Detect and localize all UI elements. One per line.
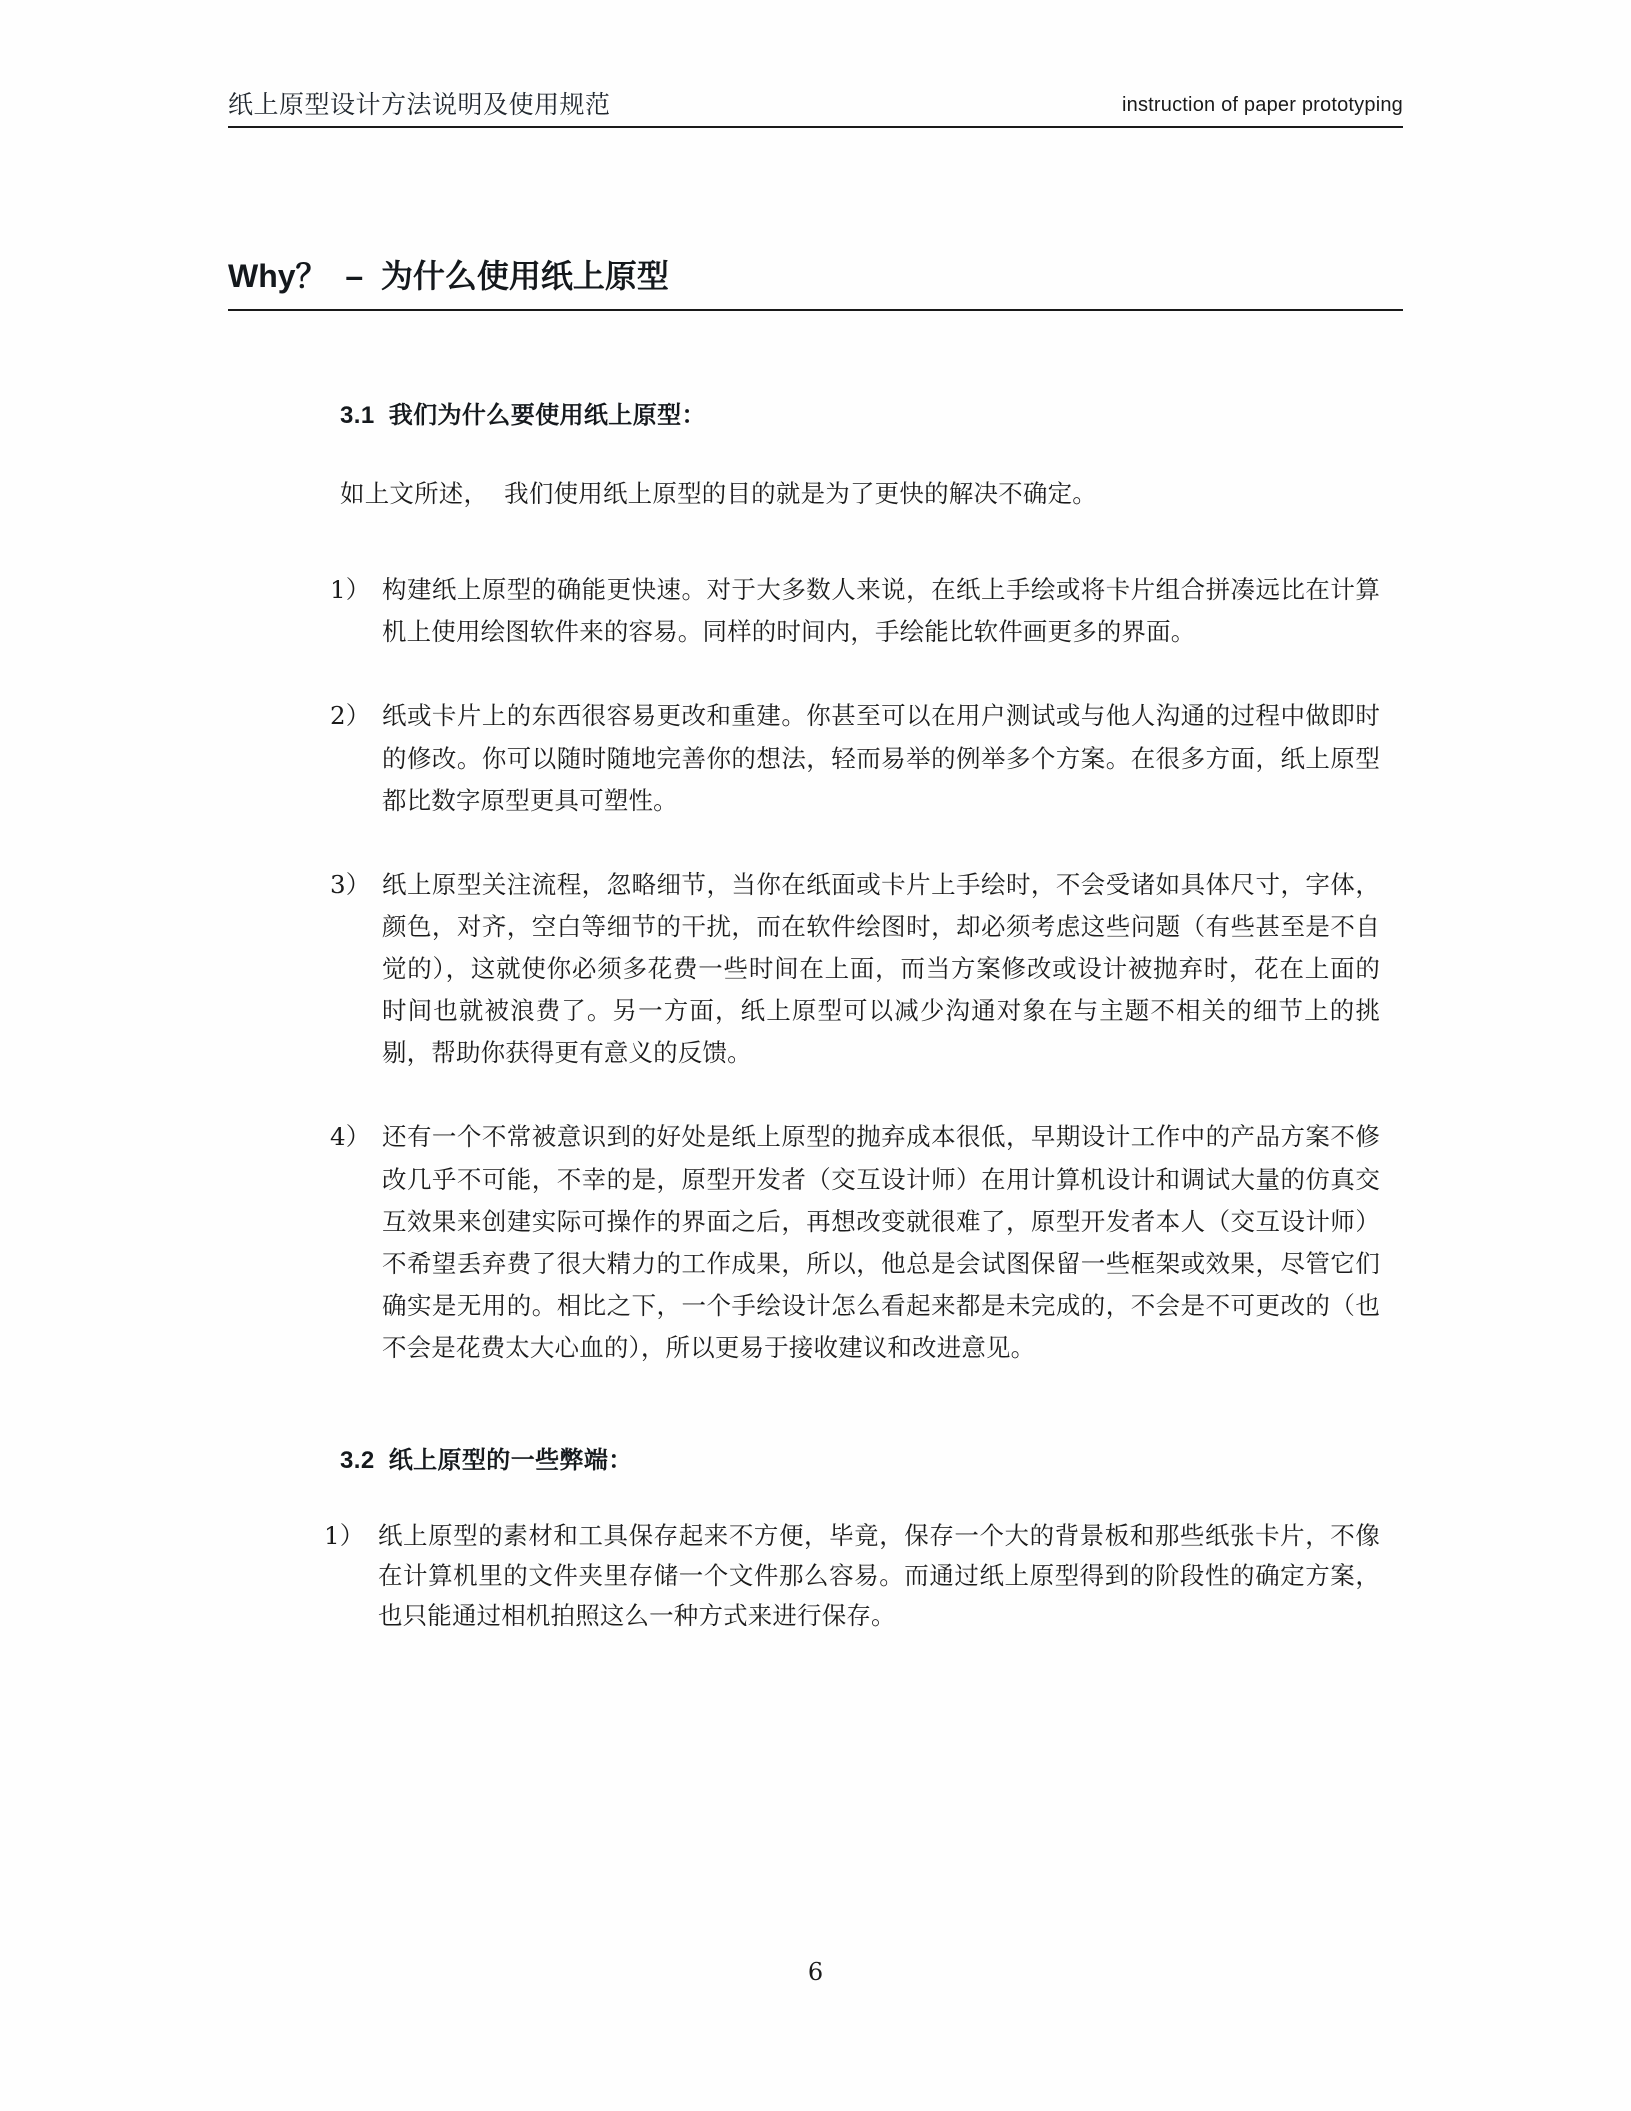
- list-item-text: 还有一个不常被意识到的好处是纸上原型的抛弃成本很低，早期设计工作中的产品方案不修改几乎不可能，不幸的是，原型开发者（交互设计师）在用计算机设计和调试大量的仿真交互效果来创建实际可操作的界面之后，再想改变就很难了，原型开发者本人（交互设计师）不希望丢弃费了很大精力的工作成果，所以，他总是会试图保留一些框架或效果，尽管它们确实是无用的。相比之下，一个手绘设计怎么看起来都是未完成的，不会是不可更改的（也不会是花费太大心血的），所以更易于接收建议和改进意见。: [382, 1122, 1380, 1363]
- header-title-chinese: 纸上原型设计方法说明及使用规范: [228, 90, 611, 119]
- page-number: 6: [807, 1958, 824, 1986]
- list-item-text: 构建纸上原型的确能更快速。对于大多数人来说，在纸上手绘或将卡片组合拼凑远比在计算机上使用绘图软件来的容易。同样的时间内，手绘能比软件画更多的界面。: [382, 575, 1380, 647]
- list-item: [330, 1116, 1380, 1369]
- section-3-2-list: [324, 1516, 1380, 1635]
- section-3-1-list: [330, 569, 1380, 1369]
- list-item: [330, 864, 1380, 1075]
- list-item-text: 纸或卡片上的东西很容易更改和重建。你甚至可以在用户测试或与他人沟通的过程中做即时的修改。你可以随时随地完善你的想法，轻而易举的例举多个方案。在很多方面，纸上原型都比数字原型更具可塑性。: [382, 701, 1380, 815]
- list-item-marker: 1）: [330, 575, 371, 605]
- list-item-marker: 2）: [330, 701, 371, 731]
- section-3-1: [330, 400, 1380, 1369]
- list-item: [324, 1516, 1380, 1635]
- section-heading-3-2: 3.2 纸上原型的一些弊端：: [340, 1447, 633, 1475]
- list-item-marker: 1）: [324, 1521, 365, 1551]
- list-item: [330, 695, 1380, 821]
- section-3-2: [324, 1445, 1380, 1635]
- list-item-text: 纸上原型的素材和工具保存起来不方便，毕竟，保存一个大的背景板和那些纸张卡片，不像在计算机里的文件夹里存储一个文件那么容易。而通过纸上原型得到的阶段性的确定方案，也只能通过相机拍照这么一种方式来进行保存。: [378, 1521, 1380, 1630]
- list-item-marker: 3）: [330, 869, 371, 899]
- header-title-english: instruction of paper prototyping: [1121, 94, 1403, 116]
- list-item: [330, 569, 1380, 653]
- section-heading-3-1: 3.1 我们为什么要使用纸上原型：: [340, 402, 706, 429]
- section-3-1-intro-paragraph: 如上文所述， 我们使用纸上原型的目的就是为了更快的解决不确定。: [340, 479, 1097, 509]
- list-item-text: 纸上原型关注流程，忽略细节，当你在纸面或卡片上手绘时，不会受诸如具体尺寸，字体，颜色，对齐，空白等细节的干扰，而在软件绘图时，却必须考虑这些问题（有些甚至是不自觉的），这就使你必须多花费一些时间在上面，而当方案修改或设计被抛弃时，花在上面的时间也就被浪费了。另一方面，纸上原型可以减少沟通对象在与主题不相关的细节上的挑剔，帮助你获得更有意义的反馈。: [382, 869, 1380, 1068]
- list-item-marker: 4）: [330, 1122, 371, 1152]
- chapter-title-block: [228, 258, 1403, 311]
- page-header: [228, 92, 1403, 128]
- document-body: [324, 400, 1380, 1635]
- page-title: Why？ – 为什么使用纸上原型: [228, 258, 669, 294]
